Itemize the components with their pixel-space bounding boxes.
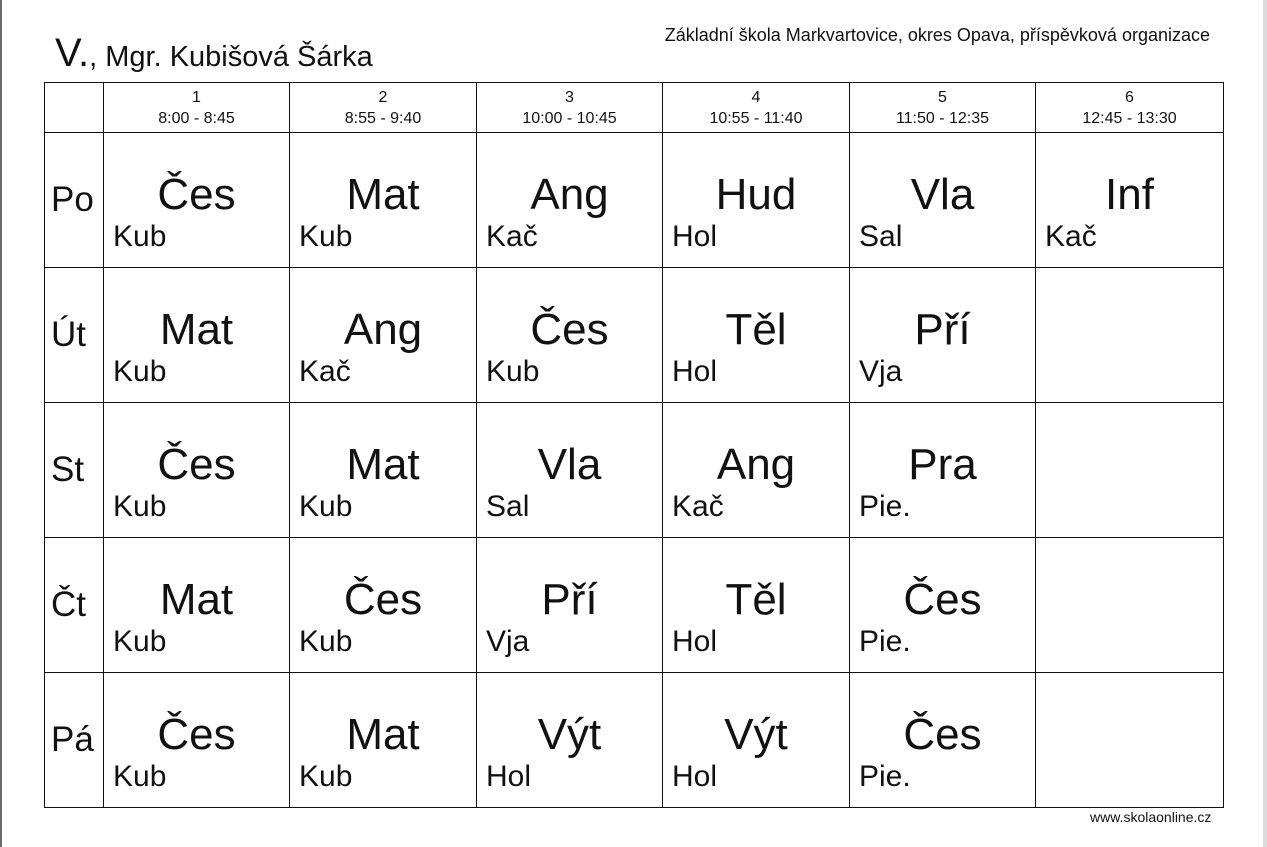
lesson-cell (104, 133, 290, 268)
lesson-subject: Čes (530, 305, 609, 354)
lesson-cell (290, 133, 477, 268)
class-teacher: , Mgr. Kubišová Šárka (89, 41, 373, 73)
lesson-teacher: Kub (113, 220, 167, 253)
timetable-title (55, 33, 373, 73)
period-time: 10:55 - 11:40 (709, 110, 803, 128)
lesson-teacher: Kač (299, 355, 351, 388)
lesson-subject: Vla (910, 170, 975, 219)
lesson-teacher: Pie. (859, 625, 911, 658)
lesson-subject: Čes (903, 710, 982, 759)
corner-cell (45, 83, 104, 133)
lesson-subject: Těl (725, 305, 787, 354)
lesson-teacher: Kač (1045, 220, 1097, 253)
lesson-cell (1036, 673, 1224, 808)
website-link[interactable]: www.skolaonline.cz (1090, 809, 1212, 825)
period-time: 8:00 - 8:45 (158, 110, 235, 128)
period-number: 6 (1125, 89, 1134, 106)
lesson-cell (1036, 538, 1224, 673)
period-number: 4 (751, 89, 761, 106)
lesson-cell (477, 403, 663, 538)
lesson-cell (1036, 268, 1224, 403)
lesson-teacher: Kub (299, 490, 353, 523)
lesson-subject: Mat (159, 305, 234, 354)
lesson-cell (850, 268, 1036, 403)
lesson-subject: Čes (157, 710, 236, 759)
lesson-teacher: Kub (299, 760, 353, 793)
lesson-teacher: Hol (672, 355, 718, 388)
lesson-teacher: Kub (486, 355, 540, 388)
period-header-row (45, 83, 1224, 133)
lesson-subject: Vla (537, 440, 602, 489)
day-row (45, 673, 1224, 808)
lesson-cell (663, 403, 850, 538)
lesson-cell (477, 673, 663, 808)
lesson-subject: Mat (159, 575, 234, 624)
lesson-subject: Čes (157, 440, 236, 489)
lesson-subject: Výt (724, 710, 788, 759)
lesson-teacher: Vja (486, 625, 530, 658)
day-label: Út (45, 268, 104, 403)
lesson-teacher: Kub (113, 355, 167, 388)
lesson-cell (477, 538, 663, 673)
lesson-cell (290, 403, 477, 538)
lesson-teacher: Kač (672, 490, 724, 523)
period-time: 11:50 - 12:35 (895, 110, 990, 128)
lesson-subject: Pří (914, 305, 971, 354)
lesson-cell (477, 268, 663, 403)
period-header-2 (290, 83, 477, 133)
lesson-subject: Čes (343, 575, 423, 624)
day-row (45, 538, 1224, 673)
lesson-cell (663, 538, 850, 673)
school-name: Základní škola Markvartovice, okres Opava, příspěvková organizace (664, 25, 1210, 45)
day-row (45, 268, 1224, 403)
lesson-cell (850, 403, 1036, 538)
period-time: 10:00 - 10:45 (522, 110, 617, 128)
period-number: 1 (192, 89, 201, 106)
lesson-teacher: Hol (672, 220, 718, 253)
period-number: 2 (378, 89, 388, 106)
lesson-subject: Těl (725, 575, 787, 624)
lesson-subject: Inf (1105, 170, 1154, 219)
period-number: 5 (938, 89, 947, 106)
period-header-3 (477, 83, 663, 133)
lesson-cell (1036, 133, 1224, 268)
viewer-left-edge (0, 0, 2, 847)
lesson-subject: Výt (537, 710, 602, 759)
period-header-5 (850, 83, 1036, 133)
lesson-subject: Ang (343, 305, 423, 354)
lesson-teacher: Kač (486, 220, 538, 253)
lesson-teacher: Kub (113, 760, 167, 793)
day-label: Pá (45, 673, 104, 808)
period-header-1 (104, 83, 290, 133)
lesson-teacher: Hol (672, 760, 718, 793)
lesson-cell (663, 268, 850, 403)
lesson-subject: Hud (715, 170, 797, 219)
lesson-subject: Mat (346, 710, 420, 759)
lesson-cell (477, 133, 663, 268)
lesson-teacher: Pie. (859, 490, 911, 523)
class-name: V. (55, 31, 90, 75)
lesson-cell (104, 538, 290, 673)
lesson-teacher: Kub (113, 490, 167, 523)
lesson-subject: Ang (530, 170, 609, 219)
period-header-4 (663, 83, 850, 133)
day-row (45, 403, 1224, 538)
lesson-cell (104, 268, 290, 403)
period-time: 8:55 - 9:40 (344, 110, 422, 128)
viewer-scrollbar[interactable] (1263, 0, 1267, 847)
lesson-teacher: Hol (672, 625, 718, 658)
period-number: 3 (565, 89, 574, 106)
day-label: Čt (45, 538, 104, 673)
lesson-teacher: Kub (299, 220, 353, 253)
lesson-subject: Mat (346, 440, 420, 489)
lesson-cell (850, 673, 1036, 808)
lesson-teacher: Kub (299, 625, 353, 658)
lesson-subject: Pra (908, 440, 977, 489)
timetable-grid (44, 82, 1224, 808)
lesson-teacher: Vja (859, 355, 903, 388)
lesson-cell (1036, 403, 1224, 538)
lesson-cell (663, 133, 850, 268)
lesson-cell (290, 268, 477, 403)
lesson-cell (104, 403, 290, 538)
day-label: St (45, 403, 104, 538)
lesson-subject: Čes (903, 575, 982, 624)
day-row (45, 133, 1224, 268)
day-label: Po (45, 133, 104, 268)
period-header-6 (1036, 83, 1224, 133)
lesson-subject: Pří (541, 575, 598, 624)
period-time: 12:45 - 13:30 (1082, 110, 1177, 128)
lesson-teacher: Hol (486, 760, 532, 793)
lesson-subject: Ang (716, 440, 796, 489)
lesson-cell (104, 673, 290, 808)
lesson-cell (850, 538, 1036, 673)
lesson-teacher: Sal (486, 490, 530, 523)
lesson-cell (290, 538, 477, 673)
lesson-subject: Mat (346, 170, 420, 219)
lesson-cell (663, 673, 850, 808)
lesson-cell (290, 673, 477, 808)
lesson-subject: Čes (157, 170, 236, 219)
lesson-cell (850, 133, 1036, 268)
lesson-teacher: Sal (859, 220, 903, 253)
lesson-teacher: Pie. (859, 760, 911, 793)
lesson-teacher: Kub (113, 625, 167, 658)
